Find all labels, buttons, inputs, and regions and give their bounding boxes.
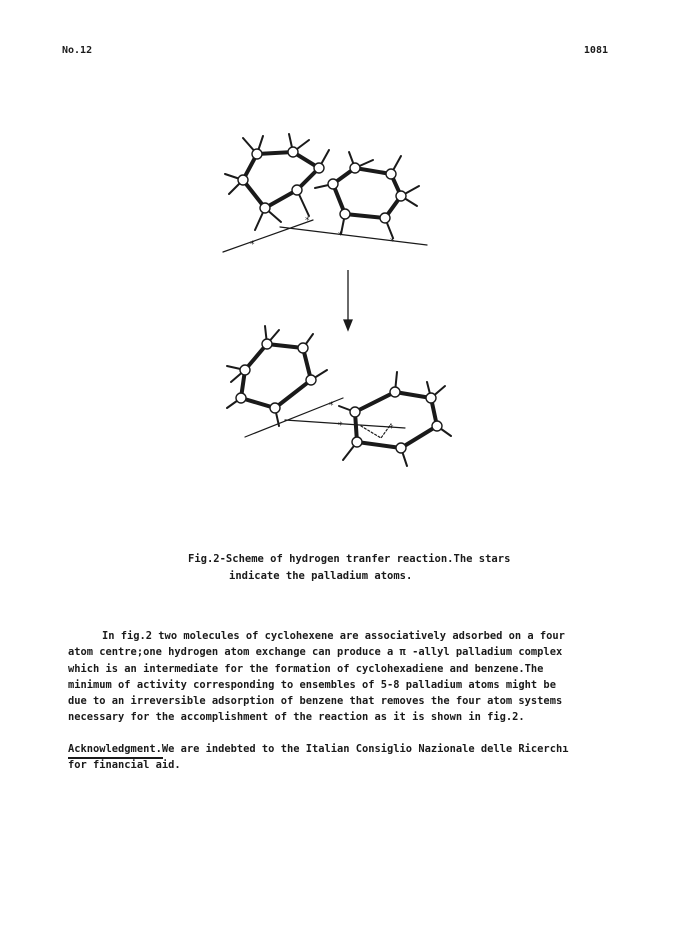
bottom-scheme <box>227 326 451 466</box>
paragraph-line: which is an intermediate for the formation of cyclohexadiene and benzene.The <box>68 662 544 675</box>
svg-text:*: * <box>338 231 343 241</box>
acknowledgment-line-1: Acknowledgment.We are indebted to the Italian Consiglio Nazionale delle Ricerchı <box>68 743 569 755</box>
svg-text:*: * <box>390 237 395 247</box>
svg-text:*: * <box>305 216 310 226</box>
paragraph-line: necessary for the accomplishment of the reaction as it is shown in fig.2. <box>68 711 525 724</box>
reaction-scheme-figure <box>205 130 465 475</box>
journal-issue: No.12 <box>62 45 93 56</box>
acknowledgment-line-2: for financial aid. <box>68 759 181 772</box>
page-number: 1081 <box>583 45 608 56</box>
figure-caption-line-2: indicate the palladium atoms. <box>229 570 413 582</box>
reaction-arrow <box>344 270 352 330</box>
svg-text:*: * <box>389 424 394 434</box>
body-paragraph <box>68 628 613 726</box>
paragraph-line: atom centre;one hydrogen atom exchange can produce a π -allyl palladium complex <box>68 646 563 659</box>
acknowledgment-underline <box>68 757 163 759</box>
top-scheme <box>223 134 427 252</box>
paragraph-line: minimum of activity corresponding to ensembles of 5-8 palladium atoms might be <box>68 678 556 691</box>
svg-text:*: * <box>250 240 255 250</box>
paragraph-line: due to an irreversible adsorption of benzene that removes the four atom systems <box>68 695 563 708</box>
svg-text:*: * <box>338 421 343 431</box>
paragraph-line: In fig.2 two molecules of cyclohexene are associatively adsorbed on a four <box>102 630 565 642</box>
svg-text:*: * <box>329 401 334 411</box>
figure-caption-line-1: Fig.2-Scheme of hydrogen tranfer reaction.The stars <box>188 553 511 565</box>
